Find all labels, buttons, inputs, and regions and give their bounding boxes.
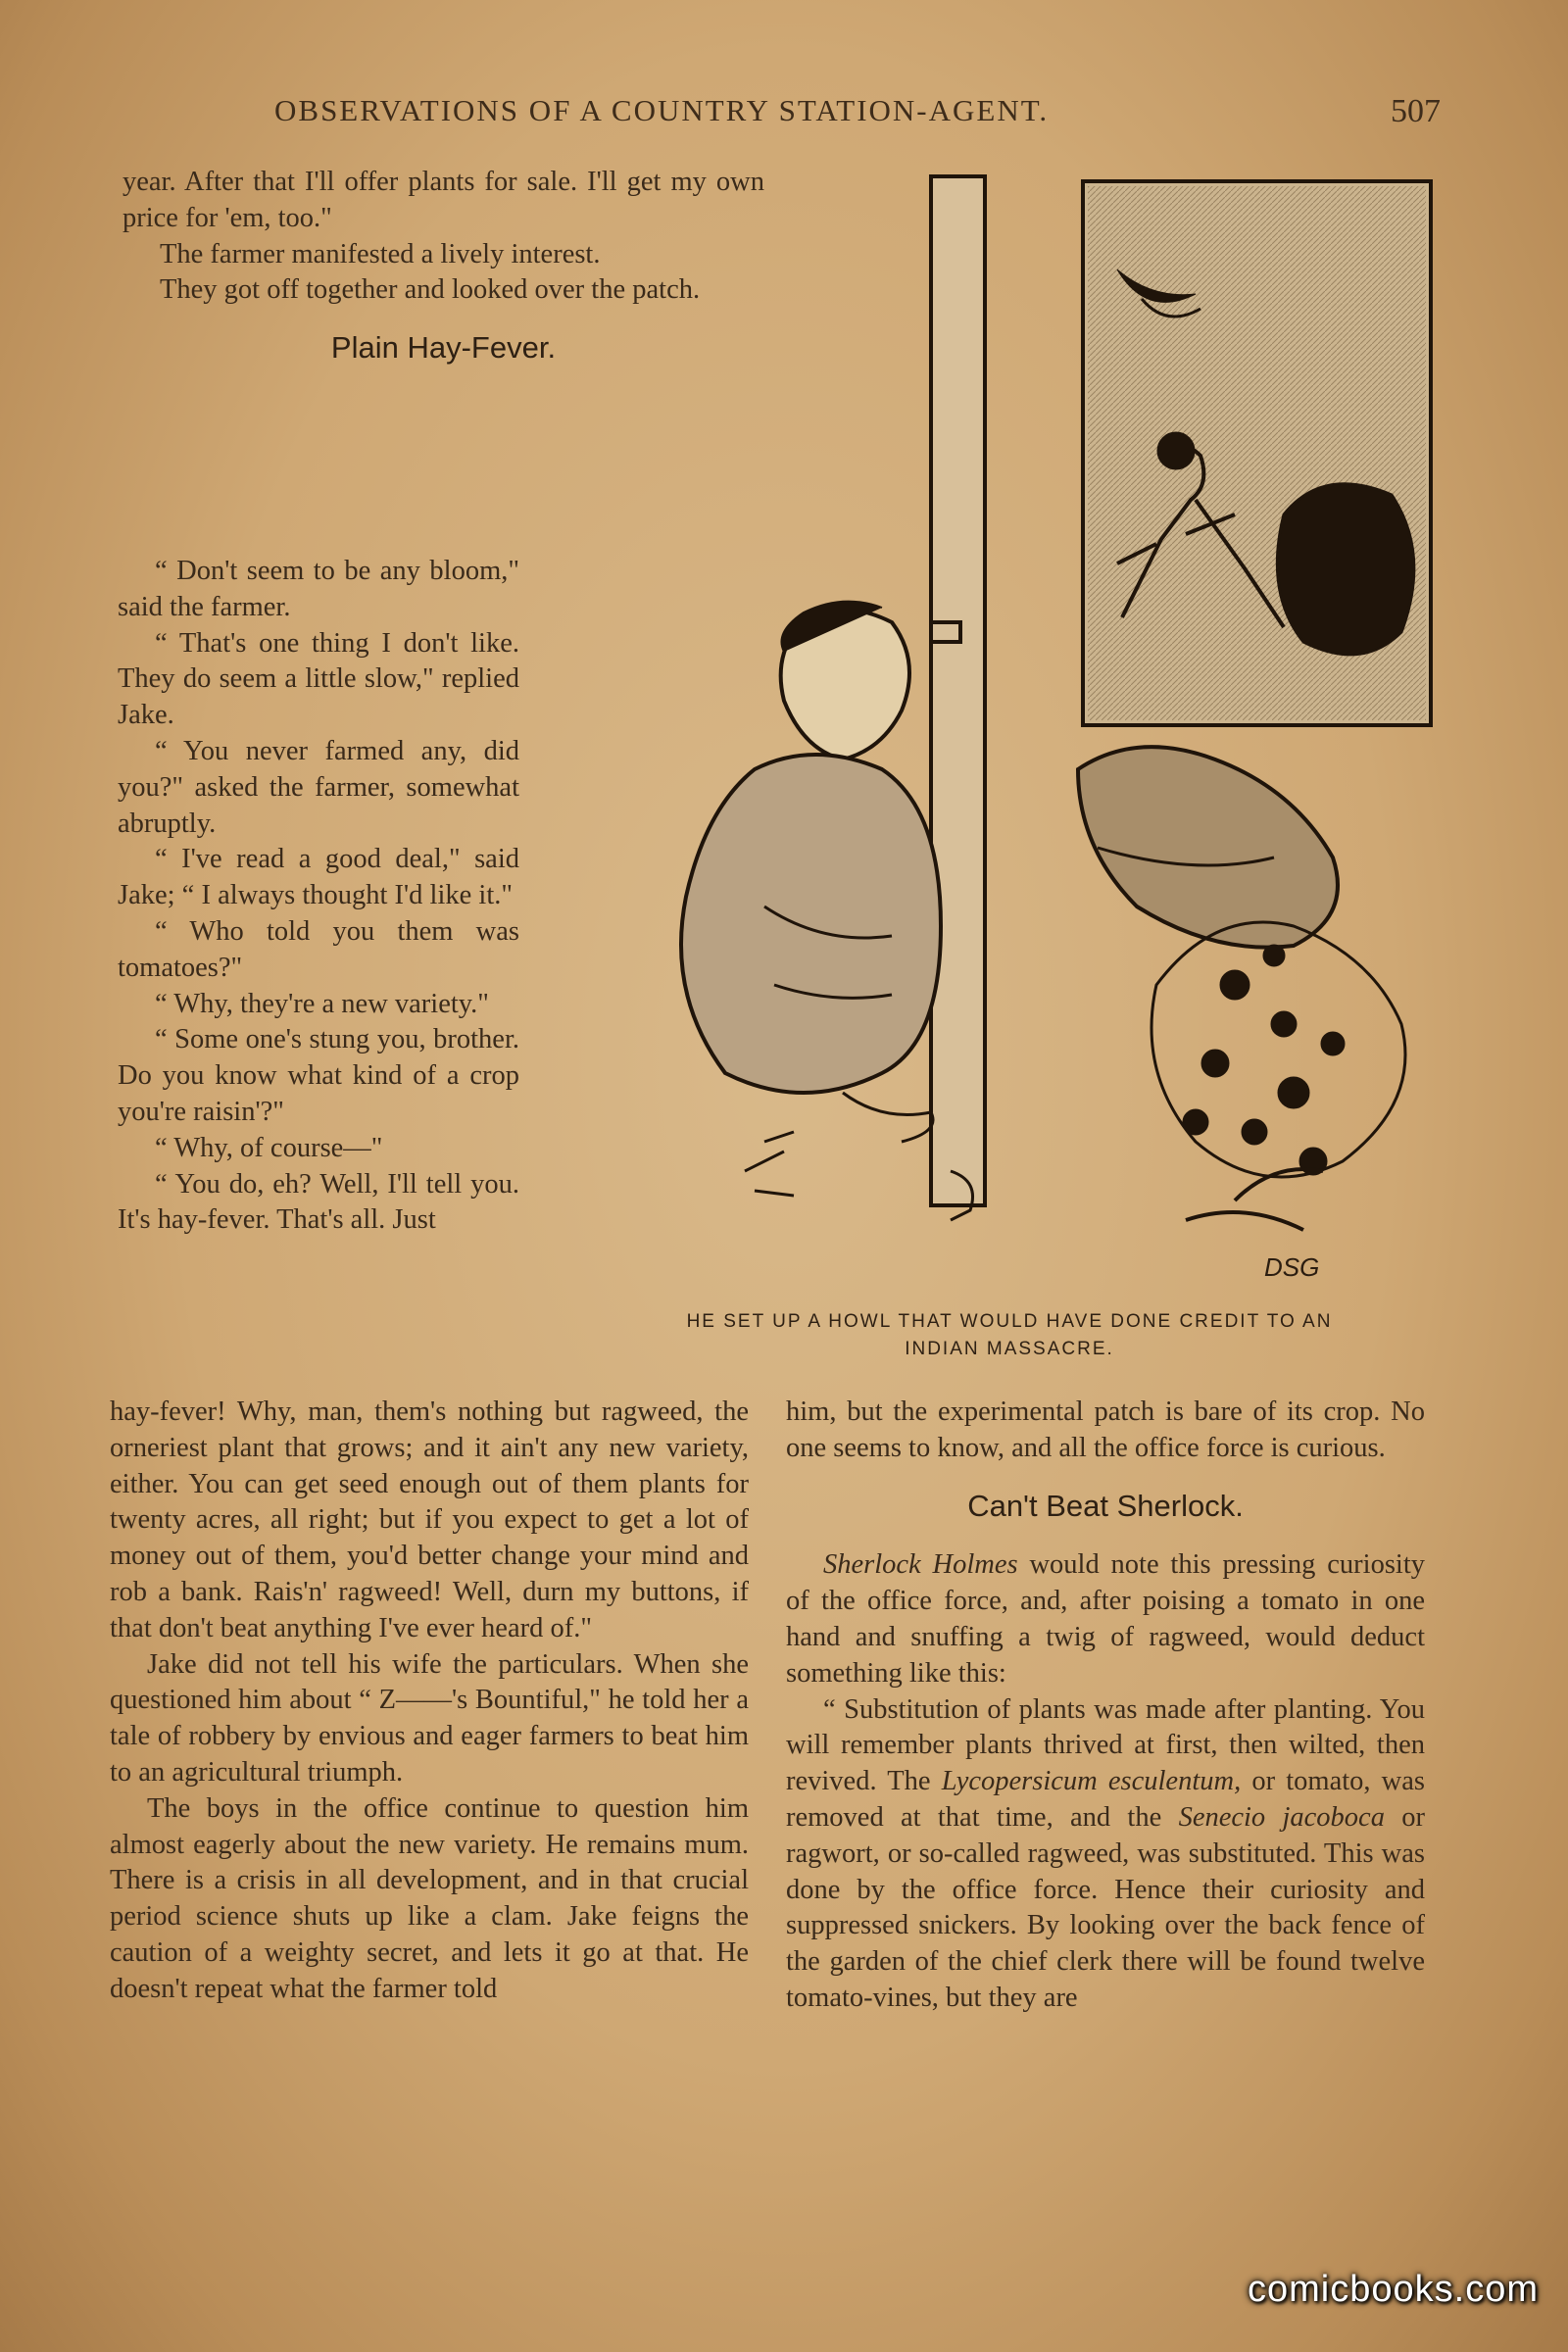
italic-name: Sherlock Holmes: [823, 1549, 1018, 1581]
paragraph: Jake did not tell his wife the particulars. When she questioned him about “ Z——'s Bountiful," he told her a tale of robbery by envious and eager farmers to beat him to an agricultural triumph.: [110, 1648, 749, 1788]
paragraph: “ You do, eh? Well, I'll tell you. It's hay-fever. That's all. Just: [118, 1168, 519, 1236]
text-run: or tomato, was removed at that time, and the: [786, 1766, 1425, 1833]
paragraph: The farmer manifested a lively interest.: [160, 238, 601, 270]
illustrator-signature: DSG: [1264, 1252, 1320, 1282]
text-run: would note this pressing curiosity of the office force, and, after poising a tomato in one hand and snuffing a twig of ragweed, would deduct something like this:: [786, 1549, 1426, 1689]
left-column-bottom: [110, 1395, 749, 2008]
text-run: or ragwort, or so-called ragweed, was substituted. This was done by the office force. Hence their curiosity and suppressed snickers. By looking over the back fence of the garden of the chief clerk there will be found twelve tomato-vines, but they are: [786, 1801, 1425, 2013]
paragraph: “ That's one thing I don't like. They do seem a little slow," replied Jake.: [118, 627, 519, 731]
latin-name: Lycopersicum esculentum,: [941, 1766, 1242, 1797]
paragraph: They got off together and looked over the patch.: [160, 274, 701, 306]
paragraph: [786, 1692, 1425, 2017]
paragraph: “ Why, they're a new variety.": [155, 988, 489, 1019]
paragraph: “ Who told you them was tomatoes?": [118, 915, 519, 983]
section-heading-cant-beat-sherlock: Can't Beat Sherlock.: [967, 1488, 1244, 1523]
page-number: 507: [1391, 93, 1441, 129]
paragraph: year. After that I'll offer plants for sale. I'll get my own price for 'em, too.": [122, 167, 764, 233]
caption-line: INDIAN MASSACRE.: [905, 1339, 1114, 1359]
paragraph: [786, 1547, 1425, 1691]
caption-line: HE SET UP A HOWL THAT WOULD HAVE DONE CREDIT TO AN: [686, 1311, 1333, 1332]
right-column-bottom: [786, 1395, 1425, 2017]
illustration: [608, 162, 1441, 1298]
text-run: “ Substitution of plants was made after planting. You will remember plants thrived at first, then wilted, then revived. The: [786, 1693, 1425, 1797]
running-header: [274, 93, 1441, 129]
paragraph: “ Why, of course—": [155, 1132, 383, 1163]
latin-name: Senecio jacoboca: [1178, 1801, 1385, 1833]
paragraph: him, but the experimental patch is bare of its crop. No one seems to know, and all the office force is curious.: [786, 1396, 1425, 1463]
paragraph: “ Some one's stung you, brother. Do you know what kind of a crop you're raisin'?": [118, 1024, 519, 1127]
paragraph: “ Don't seem to be any bloom," said the farmer.: [118, 556, 519, 622]
paragraph: “ You never farmed any, did you?" asked the farmer, somewhat abruptly.: [118, 735, 519, 839]
paragraph: hay-fever! Why, man, them's nothing but ragweed, the orneriest plant that grows; and it ain't any new variety, either. You can get seed enough out of them plants for twenty acres, all right; but if you expect to get a lot of money out of them, you'd better change your mind and rob a bank. Rais'n' ragweed! Well, durn my buttons, if that don't beat anything I've ever heard of.": [110, 1396, 749, 1643]
left-column-narrow: [118, 554, 519, 1239]
paragraph: The boys in the office continue to question him almost eagerly about the new variety. He remains mum. There is a crisis in all development, and in that crucial period science shuts up like a clam. Jake feigns the caution of a weighty secret, and lets it go at that. He doesn't repeat what the farmer told: [110, 1792, 749, 2004]
running-title: OBSERVATIONS OF A COUNTRY STATION-AGENT.: [274, 93, 1050, 127]
section-heading-plain-hay-fever: Plain Hay-Fever.: [330, 330, 557, 366]
watermark: comicbooks.com: [1248, 2269, 1539, 2310]
illustration-caption: [588, 1308, 1431, 1363]
paragraph: “ I've read a good deal," said Jake; “ I always thought I'd like it.": [118, 844, 519, 911]
